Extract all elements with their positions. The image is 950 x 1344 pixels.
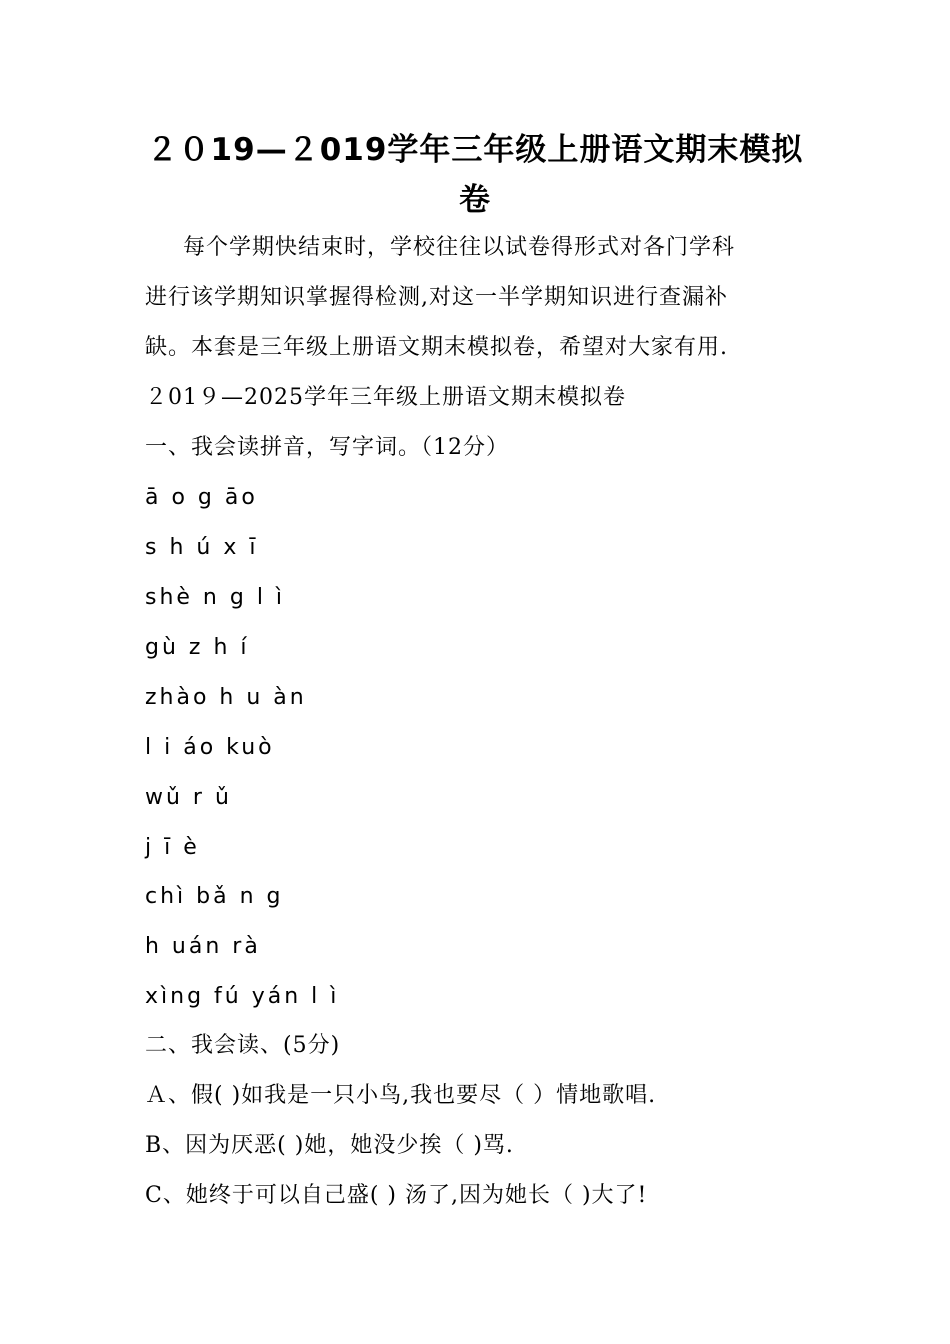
- pinyin-item: l i áo kuò: [145, 735, 275, 760]
- pinyin-item: gù z h í: [145, 635, 250, 660]
- section2-heading: 二、我会读、(5分): [145, 1033, 341, 1058]
- intro-line-2: 进行该学期知识掌握得检测,对这一半学期知识进行查漏补: [145, 285, 728, 310]
- question-item-a: Ａ、假( )如我是一只小鸟,我也要尽（ ）情地歌唱.: [145, 1083, 657, 1108]
- question-item-b: B、因为厌恶( )她，她没少挨（ )骂.: [145, 1133, 514, 1158]
- pinyin-item: ā o g āo: [145, 485, 258, 510]
- pinyin-item: chì bǎ n g: [145, 884, 284, 909]
- intro-line-3: 缺。本套是三年级上册语文期末模拟卷，希望对大家有用.: [145, 335, 728, 360]
- pinyin-item: h uán rà: [145, 934, 261, 959]
- pinyin-item: zhào h u àn: [145, 685, 307, 710]
- intro-line-1: 每个学期快结束时，学校往往以试卷得形式对各门学科: [183, 235, 736, 260]
- pinyin-item: j ī è: [145, 835, 200, 860]
- pinyin-item: xìng fú yán l ì: [145, 984, 340, 1009]
- pinyin-item: wǔ r ǔ: [145, 785, 232, 810]
- pinyin-item: s h ú x ī: [145, 535, 259, 560]
- page-title-continued: 卷: [459, 182, 491, 218]
- pinyin-item: shè n g l ì: [145, 585, 286, 610]
- question-item-c: C、她终于可以自己盛( ) 汤了,因为她长（ )大了!: [145, 1183, 648, 1208]
- section1-heading: 一、我会读拼音，写字词。（12分）: [145, 435, 509, 460]
- exam-subtitle: ２01９—2025学年三年级上册语文期末模拟卷: [145, 385, 626, 410]
- page-title: ２０19—２019学年三年级上册语文期末模拟: [146, 132, 804, 168]
